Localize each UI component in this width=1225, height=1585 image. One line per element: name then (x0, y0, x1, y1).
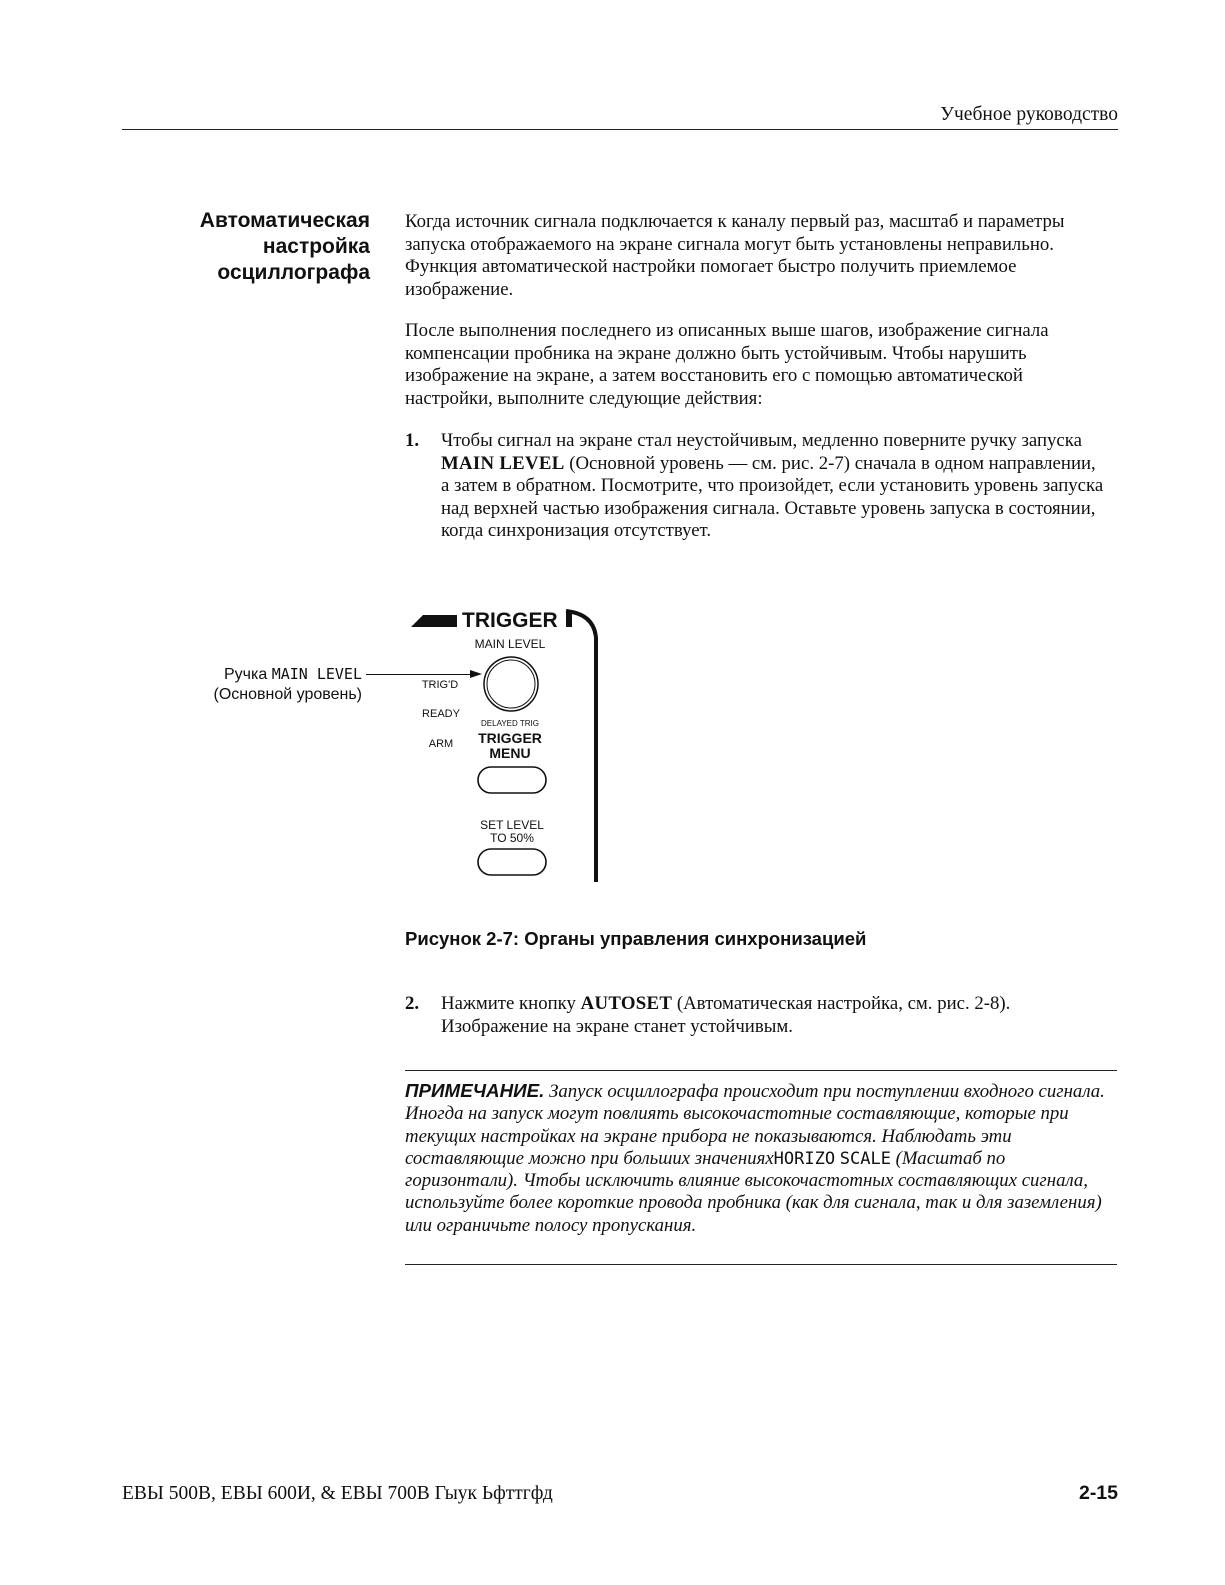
trigger-panel-illustration (400, 600, 610, 890)
figure-caption: Рисунок 2-7: Органы управления синхронизацией (405, 928, 867, 949)
panel-title: TRIGGER (462, 609, 558, 632)
footer-product-title: ЕВЫ 500В, ЕВЫ 600И, & ЕВЫ 700В Гыук Ьфттгфд (122, 1483, 553, 1504)
delayed-trig-label: DELAYED TRIG (481, 719, 539, 728)
set-level-label-2: TO 50% (490, 831, 534, 845)
paragraph-intro: Когда источник сигнала подключается к каналу первый раз, масштаб и параметры запуска отображаемого на экране сигнала могут быть установлены неправильно. Функция автоматической настройки помогает быстро получить приемлемое изображение. (405, 211, 1065, 300)
panel-title-bar-right (566, 611, 572, 627)
control-name-main-level: MAIN LEVEL (441, 452, 565, 474)
step-text (441, 993, 1105, 1038)
step-number: 1. (405, 430, 420, 451)
header-rule (122, 129, 1118, 130)
page-number: 2-15 (1078, 1482, 1118, 1504)
paragraph-procedure: После выполнения последнего из описанных выше шагов, изображение сигнала компенсации пробника на экране должно быть устойчивым. Чтобы нарушить изображение на экране, а затем восстановить его с помощью автоматической настройки, выполните следующие действия: (405, 320, 1049, 409)
panel-border (566, 611, 596, 882)
indicator-ready: READY (422, 708, 460, 720)
section-heading: Автоматическая настройка осциллографа (199, 209, 370, 284)
note-text-part: (Масштаб по горизонтали). Чтобы исключить влияние высокочастотных составляющих сигнала, используйте более короткие провода пробника (как для сигнала, так и для заземления) или ограничьте полосу пропускания. (405, 1147, 1102, 1236)
note-label: ПРИМЕЧАНИЕ. (405, 1080, 545, 1101)
note-box (405, 1070, 1117, 1265)
indicator-arm: ARM (428, 738, 454, 750)
note-text-part: Запуск осциллографа происходит при поступлении входного сигнала. Иногда на запуск могут повлиять высокочастотные составляющие, которые при текущих настройках на экране прибора не показываются. Наблюдать эти составляющие можно при больших значениях (405, 1081, 1105, 1169)
callout-text: (Основной уровень) (213, 686, 362, 703)
running-header: Учебное руководство (940, 104, 1118, 125)
trigger-menu-label-1: TRIGGER (478, 730, 542, 746)
note-text (405, 1080, 1117, 1237)
callout-code: MAIN LEVEL (271, 665, 362, 683)
callout-text: Ручка (223, 666, 272, 683)
trigger-menu-label-2: MENU (489, 745, 531, 761)
note-code: HORIZO (773, 1148, 836, 1169)
set-level-label-1: SET LEVEL (480, 818, 544, 832)
knob-inner-ring (487, 660, 535, 708)
step-text-part: (Основной уровень — см. рис. 2-7) сначала в одном направлении, а затем в обратном. Посмотрите, что произойдет, если установить уровень запуска над верхней частью изображения сигнала. Оставьте уровень запуска в состоянии, когда синхронизация отсутствует. (441, 452, 1104, 541)
step-text-part: Чтобы сигнал на экране стал неустойчивым, медленно поверните ручку запуска (441, 430, 1082, 451)
step-text-part: Нажмите кнопку (441, 993, 581, 1014)
trigger-menu-button[interactable] (478, 767, 546, 793)
note-code: SCALE (839, 1148, 891, 1169)
panel-title-bar-left (411, 615, 457, 627)
figure-callout-label (170, 664, 362, 705)
step-number: 2. (405, 993, 420, 1014)
step-text (441, 430, 1105, 543)
knob-label: MAIN LEVEL (474, 637, 546, 651)
indicator-trigd: TRIG'D (421, 679, 459, 691)
main-level-knob[interactable] (484, 657, 538, 711)
step-text-part: (Автоматическая настройка, см. рис. 2-8). Изображение на экране станет устойчивым. (441, 993, 1011, 1037)
control-name-autoset: AUTOSET (580, 993, 673, 1014)
step-1 (405, 430, 1105, 570)
set-level-button[interactable] (478, 849, 546, 875)
step-2 (405, 993, 1105, 1043)
